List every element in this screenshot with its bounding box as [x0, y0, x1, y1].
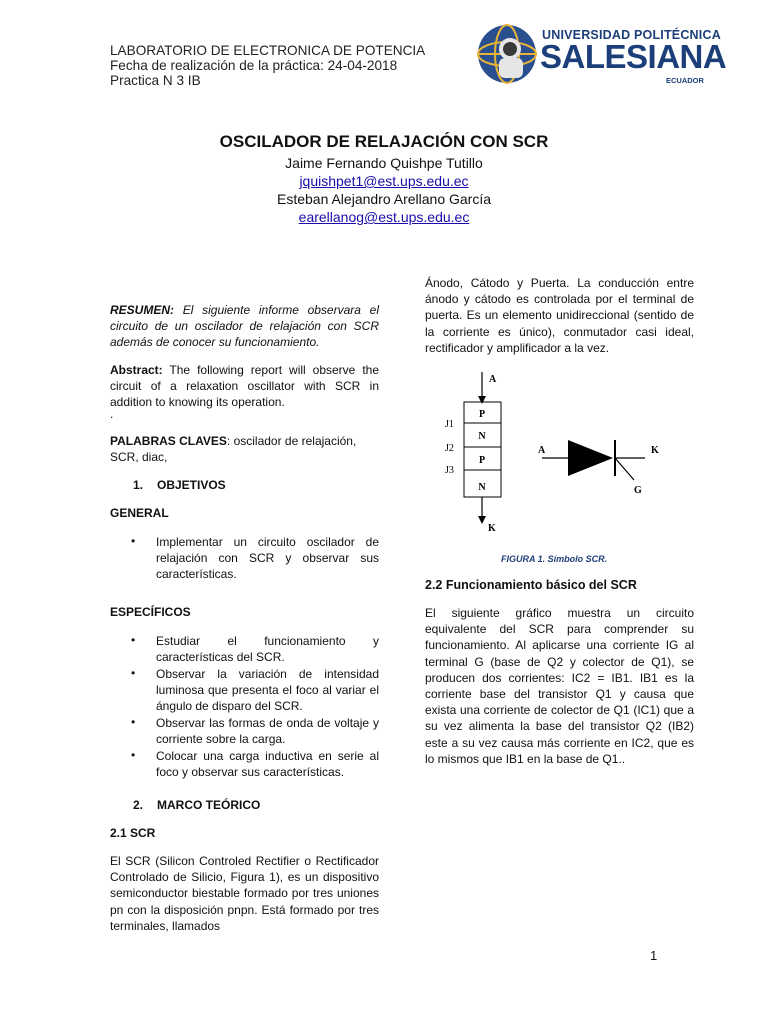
bullet: • — [131, 666, 136, 680]
globe-icon — [476, 22, 538, 86]
especifico-item-3: Observar las formas de onda de voltaje y corriente sobre la carga. — [156, 716, 379, 747]
abstract-label: Abstract: — [110, 363, 163, 377]
abstract-paragraph — [110, 362, 379, 411]
especifico-item-1: Estudiar el funcionamiento y características del SCR. — [156, 634, 379, 665]
keywords-paragraph — [110, 433, 379, 465]
junction-j2: J2 — [445, 443, 454, 454]
section-2-1-heading: 2.1 SCR — [110, 826, 156, 840]
general-heading: GENERAL — [110, 506, 169, 520]
bullet: • — [131, 633, 136, 647]
university-logo — [476, 22, 727, 86]
header-date: Fecha de realización de la práctica: 24-04-2018 — [110, 58, 398, 73]
abstract-dot: . — [110, 407, 114, 421]
section-2-2-heading: 2.2 Funcionamiento básico del SCR — [425, 578, 637, 592]
bullet: • — [131, 748, 136, 762]
scr-figure — [425, 368, 694, 538]
scr-paragraph: El SCR (Silicon Controled Rectifier o Rectificador Controlado de Silicio, Figura 1), es un dispositivo semiconductor biestable formado por tres uniones pn con la disposición pnpn. Está formado por tres terminales, llamados — [110, 854, 379, 933]
header-lab: LABORATORIO DE ELECTRONICA DE POTENCIA — [110, 43, 426, 58]
section-1-number: 1. — [133, 478, 144, 492]
section-2-title: MARCO TEÓRICO — [157, 798, 261, 812]
layer-p1: P — [478, 409, 486, 420]
author-2-name: Esteban Alejandro Arellano García — [276, 191, 492, 207]
paper-title: OSCILADOR DE RELAJACIÓN CON SCR — [219, 132, 549, 151]
layer-n2: N — [478, 482, 486, 493]
author-2-email[interactable]: earellanog@est.ups.edu.ec — [298, 209, 470, 225]
logo-university-text: UNIVERSIDAD POLITÉCNICA — [542, 28, 721, 42]
author-1-name: Jaime Fernando Quishpe Tutillo — [285, 155, 483, 171]
label-a-top: A — [489, 374, 497, 385]
author-1-email[interactable]: jquishpet1@est.ups.edu.ec — [299, 173, 469, 189]
resumen-text: El siguiente informe observara el circuito de un oscilador de relajación con SCR además de conocer su funcionamiento. — [110, 303, 379, 350]
junction-j1: J1 — [445, 419, 454, 430]
especifico-item-4: Colocar una carga inductiva en serie al foco y observar sus características. — [156, 749, 379, 780]
page-number: 1 — [650, 948, 658, 963]
keywords-text: : oscilador de relajación, SCR, diac, — [110, 434, 357, 465]
symbol-label-k: K — [651, 445, 659, 456]
scr-continuation-paragraph: Ánodo, Cátodo y Puerta. La conducción entre ánodo y cátodo es controlada por el terminal de puerta. Es un elemento unidireccional (sentido de la corriente es único), conmutador casi ideal, rectificador y amplificador a la vez. — [425, 276, 694, 355]
resumen-paragraph — [110, 302, 379, 351]
bullet: • — [131, 534, 136, 548]
symbol-label-a: A — [538, 445, 546, 456]
layer-n1: N — [478, 431, 486, 442]
layer-p2: P — [478, 455, 486, 466]
section-1-title: OBJETIVOS — [157, 478, 226, 492]
bullet: • — [131, 715, 136, 729]
section-2-number: 2. — [133, 798, 144, 812]
figure-caption: FIGURA 1. Símbolo SCR. — [501, 554, 608, 564]
header-practice: Practica N 3 IB — [110, 73, 201, 88]
abstract-text: The following report will observe the circuit of a relaxation oscillator with SCR in addition to knowing its operation. — [110, 363, 379, 410]
scr-diagram — [425, 368, 694, 538]
junction-j3: J3 — [445, 465, 454, 476]
logo-ecuador-text: ECUADOR — [666, 76, 704, 85]
symbol-label-g: G — [634, 485, 642, 496]
especificos-heading: ESPECÍFICOS — [110, 605, 191, 619]
logo-salesiana-text: SALESIANA — [540, 38, 727, 75]
general-item: Implementar un circuito oscilador de relajación con SCR y observar sus características. — [156, 535, 379, 582]
resumen-label: RESUMEN: — [110, 303, 175, 317]
keywords-label: PALABRAS CLAVES — [110, 434, 227, 448]
label-k-bottom: K — [488, 523, 496, 534]
funcionamiento-paragraph: El siguiente gráfico muestra un circuito equivalente del SCR para comprender su funcionamiento. Al aplicarse una corriente IG al terminal G (base de Q2 y colector de Q1), se producen dos corrientes: IC2 = IB1. IB1 es la corriente base del transistor Q1 y causa que exista una corriente de colector de Q1 (IC1) que a su vez alimenta la base del transistor Q2 (IB2) este a su vez causa más corriente en IC2, que es lo mismos que IB1 en la base de Q1.. — [425, 606, 694, 766]
especifico-item-2: Observar la variación de intensidad luminosa que presenta el foco al variar el ángulo de disparo del SCR. — [156, 667, 379, 714]
